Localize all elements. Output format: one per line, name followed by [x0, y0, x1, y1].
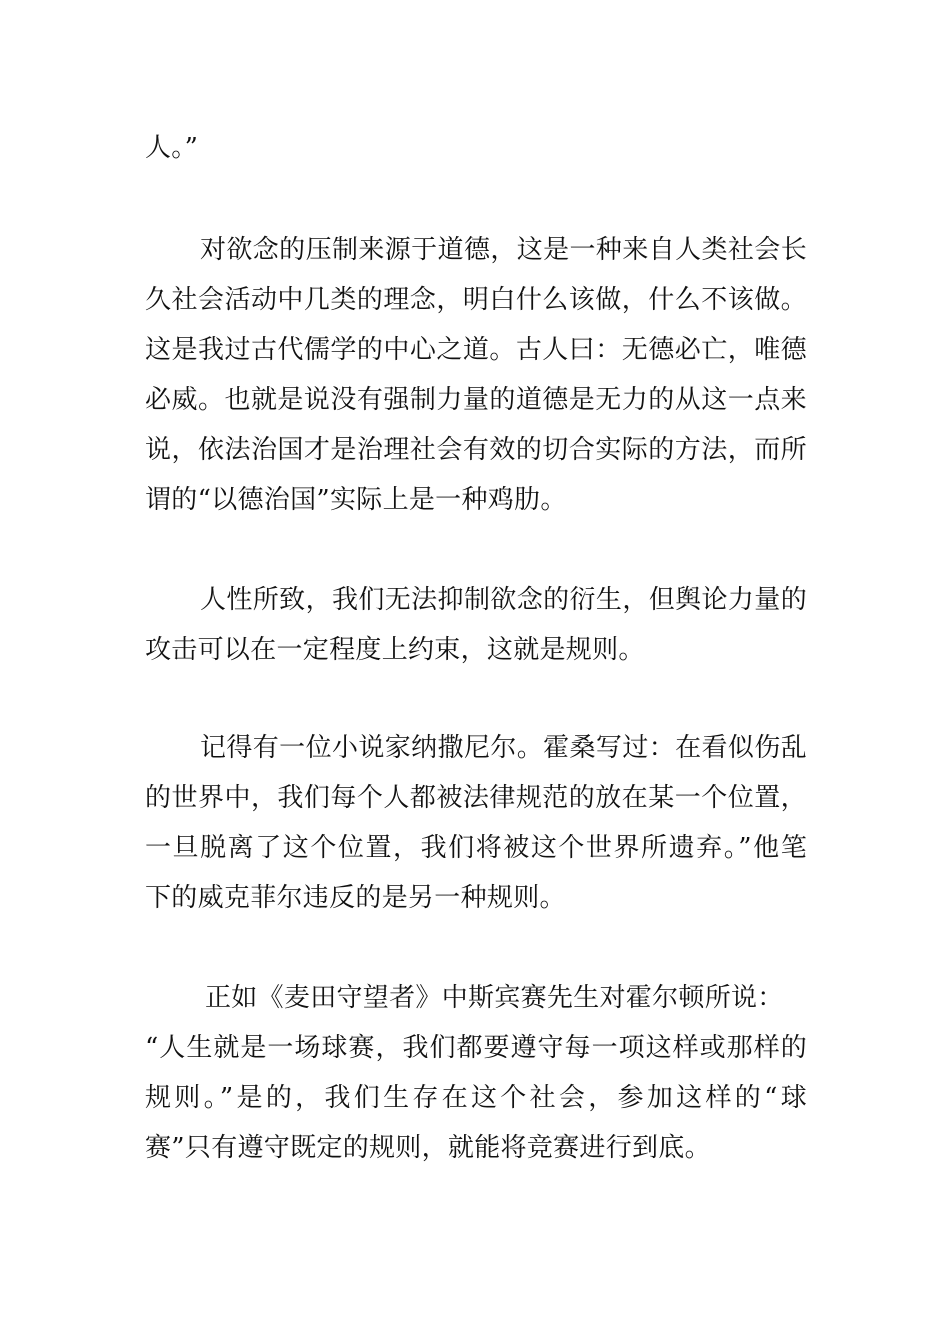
- text-line-14: 正如《麦田守望者》中斯宾赛先生对霍尔顿所说：: [205, 983, 784, 1013]
- text-line-12: 一旦脱离了这个位置，我们将被这个世界所遗弃。”他笔: [145, 833, 807, 863]
- text-line-4: 这是我过古代儒学的中心之道。古人曰：无德必亡，唯德: [145, 335, 807, 365]
- text-line-2: 对欲念的压制来源于道德，这是一种来自人类社会长: [200, 235, 807, 265]
- text-line-8: 人性所致，我们无法抑制欲念的衍生，但舆论力量的: [200, 585, 807, 615]
- text-line-15: “人生就是一场球赛，我们都要遵守每一项这样或那样的: [145, 1033, 807, 1063]
- text-line-16: 规则。”是的，我们生存在这个社会，参加这样的“球: [145, 1083, 807, 1113]
- text-line-13: 下的威克菲尔违反的是另一种规则。: [145, 883, 566, 913]
- text-line-6: 说，依法治国才是治理社会有效的切合实际的方法，而所: [145, 435, 807, 465]
- text-line-5: 必威。也就是说没有强制力量的道德是无力的从这一点来: [145, 385, 807, 415]
- text-line-11: 的世界中，我们每个人都被法律规范的放在某一个位置，: [145, 783, 807, 813]
- text-line-10: 记得有一位小说家纳撒尼尔。霍桑写过：在看似伤乱: [200, 733, 807, 763]
- text-line-1: 人。”: [145, 133, 199, 163]
- text-line-7: 谓的“以德治国”实际上是一种鸡肋。: [145, 485, 567, 515]
- text-line-9: 攻击可以在一定程度上约束，这就是规则。: [145, 635, 645, 665]
- text-line-17: 赛”只有遵守既定的规则，就能将竞赛进行到底。: [145, 1133, 711, 1163]
- text-line-3: 久社会活动中几类的理念，明白什么该做，什么不该做。: [145, 285, 807, 315]
